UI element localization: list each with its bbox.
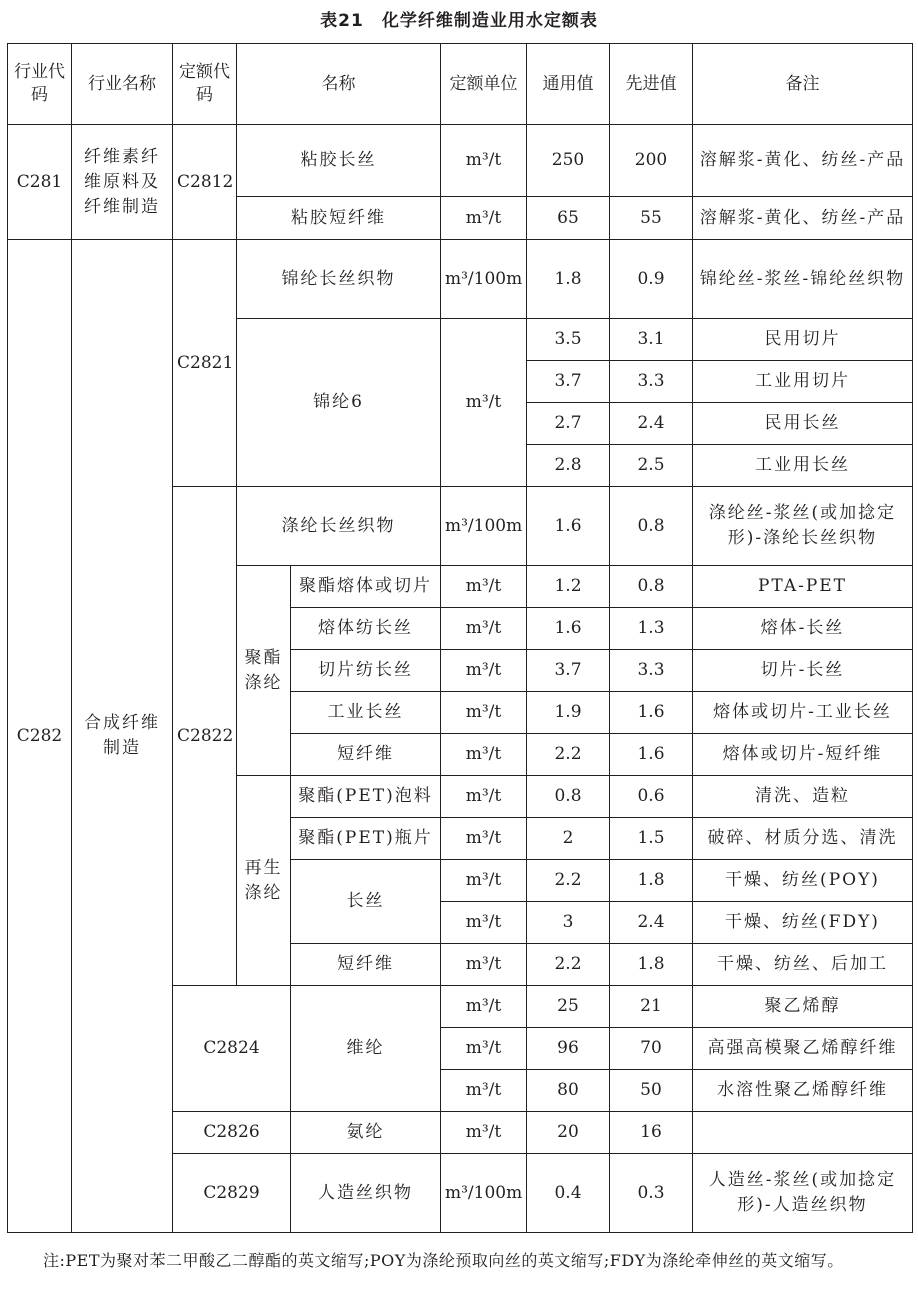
remark: 溶解浆-黄化、纺丝-产品 — [693, 197, 913, 240]
industry-code-c282: C282 — [8, 240, 72, 1233]
advanced-value: 1.8 — [610, 944, 693, 986]
remark: 清洗、造粒 — [693, 776, 913, 818]
general-value: 0.4 — [527, 1154, 610, 1233]
advanced-value: 0.9 — [610, 240, 693, 319]
header-row — [8, 44, 913, 125]
header-remarks: 备注 — [693, 44, 913, 125]
industry-code-c281: C281 — [8, 125, 72, 240]
header-industry-name: 行业名称 — [72, 44, 173, 125]
item-name: 聚酯熔体或切片 — [291, 566, 441, 608]
remark: 熔体或切片-短纤维 — [693, 734, 913, 776]
advanced-value: 0.8 — [610, 487, 693, 566]
industry-name-c281: 纤维素纤维原料及纤维制造 — [72, 125, 173, 240]
remark: 干燥、纺丝(POY) — [693, 860, 913, 902]
general-value: 1.8 — [527, 240, 610, 319]
table-row — [8, 240, 913, 319]
advanced-value: 1.3 — [610, 608, 693, 650]
general-value: 20 — [527, 1112, 610, 1154]
advanced-value: 200 — [610, 125, 693, 197]
header-advanced-value: 先进值 — [610, 44, 693, 125]
quota-unit: m³/t — [441, 650, 527, 692]
quota-unit: m³/100m — [441, 240, 527, 319]
remark: 工业用切片 — [693, 361, 913, 403]
quota-unit: m³/100m — [441, 487, 527, 566]
remark: 高强高模聚乙烯醇纤维 — [693, 1028, 913, 1070]
item-name: 锦纶6 — [237, 319, 441, 487]
remark: PTA-PET — [693, 566, 913, 608]
item-name: 熔体纺长丝 — [291, 608, 441, 650]
quota-unit: m³/100m — [441, 1154, 527, 1233]
water-quota-table — [7, 43, 913, 1233]
remark: 干燥、纺丝(FDY) — [693, 902, 913, 944]
advanced-value: 3.3 — [610, 650, 693, 692]
advanced-value: 0.3 — [610, 1154, 693, 1233]
table-row — [8, 125, 913, 197]
advanced-value: 50 — [610, 1070, 693, 1112]
advanced-value: 21 — [610, 986, 693, 1028]
advanced-value: 0.6 — [610, 776, 693, 818]
remark: 水溶性聚乙烯醇纤维 — [693, 1070, 913, 1112]
advanced-value: 3.3 — [610, 361, 693, 403]
quota-unit: m³/t — [441, 776, 527, 818]
remark: 熔体或切片-工业长丝 — [693, 692, 913, 734]
quota-code-c2826: C2826 — [173, 1112, 291, 1154]
general-value: 65 — [527, 197, 610, 240]
remark: 切片-长丝 — [693, 650, 913, 692]
quota-code-c2824: C2824 — [173, 986, 291, 1112]
remark: 人造丝-浆丝(或加捻定形)-人造丝织物 — [693, 1154, 913, 1233]
general-value: 2.7 — [527, 403, 610, 445]
general-value: 2.2 — [527, 860, 610, 902]
advanced-value: 2.5 — [610, 445, 693, 487]
quota-code-c2821: C2821 — [173, 240, 237, 487]
remark: 熔体-长丝 — [693, 608, 913, 650]
header-quota-code: 定额代码 — [173, 44, 237, 125]
quota-unit: m³/t — [441, 818, 527, 860]
quota-unit: m³/t — [441, 986, 527, 1028]
general-value: 80 — [527, 1070, 610, 1112]
item-name: 人造丝织物 — [291, 1154, 441, 1233]
advanced-value: 1.8 — [610, 860, 693, 902]
header-general-value: 通用值 — [527, 44, 610, 125]
quota-unit: m³/t — [441, 125, 527, 197]
item-name: 氨纶 — [291, 1112, 441, 1154]
item-name: 短纤维 — [291, 734, 441, 776]
quota-unit: m³/t — [441, 1070, 527, 1112]
industry-name-c282: 合成纤维制造 — [72, 240, 173, 1233]
quota-unit: m³/t — [441, 608, 527, 650]
header-quota-unit: 定额单位 — [441, 44, 527, 125]
quota-unit: m³/t — [441, 734, 527, 776]
general-value: 0.8 — [527, 776, 610, 818]
general-value: 2 — [527, 818, 610, 860]
item-name: 粘胶短纤维 — [237, 197, 441, 240]
general-value: 2.8 — [527, 445, 610, 487]
general-value: 3.7 — [527, 650, 610, 692]
general-value: 250 — [527, 125, 610, 197]
general-value: 2.2 — [527, 944, 610, 986]
general-value: 3.7 — [527, 361, 610, 403]
quota-unit: m³/t — [441, 1028, 527, 1070]
item-name: 工业长丝 — [291, 692, 441, 734]
item-name: 聚酯(PET)瓶片 — [291, 818, 441, 860]
item-name: 涤纶长丝织物 — [237, 487, 441, 566]
subgroup-recycled: 再生涤纶 — [237, 776, 291, 986]
advanced-value: 2.4 — [610, 902, 693, 944]
advanced-value: 1.5 — [610, 818, 693, 860]
general-value: 1.6 — [527, 608, 610, 650]
advanced-value: 0.8 — [610, 566, 693, 608]
remark: 锦纶丝-浆丝-锦纶丝织物 — [693, 240, 913, 319]
item-name: 短纤维 — [291, 944, 441, 986]
advanced-value: 2.4 — [610, 403, 693, 445]
quota-unit: m³/t — [441, 860, 527, 902]
remark: 工业用长丝 — [693, 445, 913, 487]
quota-unit: m³/t — [441, 944, 527, 986]
header-industry-code: 行业代码 — [8, 44, 72, 125]
advanced-value: 1.6 — [610, 692, 693, 734]
advanced-value: 3.1 — [610, 319, 693, 361]
general-value: 3.5 — [527, 319, 610, 361]
remark: 民用切片 — [693, 319, 913, 361]
advanced-value: 55 — [610, 197, 693, 240]
item-name: 切片纺长丝 — [291, 650, 441, 692]
general-value: 1.2 — [527, 566, 610, 608]
item-name: 锦纶长丝织物 — [237, 240, 441, 319]
quota-unit: m³/t — [441, 1112, 527, 1154]
quota-code-c2812: C2812 — [173, 125, 237, 240]
advanced-value: 16 — [610, 1112, 693, 1154]
remark: 涤纶丝-浆丝(或加捻定形)-涤纶长丝织物 — [693, 487, 913, 566]
item-name: 维纶 — [291, 986, 441, 1112]
quota-unit: m³/t — [441, 197, 527, 240]
remark: 干燥、纺丝、后加工 — [693, 944, 913, 986]
item-name: 长丝 — [291, 860, 441, 944]
general-value: 1.6 — [527, 487, 610, 566]
item-name: 粘胶长丝 — [237, 125, 441, 197]
header-name: 名称 — [237, 44, 441, 125]
general-value: 3 — [527, 902, 610, 944]
general-value: 25 — [527, 986, 610, 1028]
general-value: 2.2 — [527, 734, 610, 776]
subgroup-polyester: 聚酯涤纶 — [237, 566, 291, 776]
quota-code-c2822: C2822 — [173, 487, 237, 986]
remark: 破碎、材质分选、清洗 — [693, 818, 913, 860]
quota-unit: m³/t — [441, 692, 527, 734]
quota-unit: m³/t — [441, 902, 527, 944]
general-value: 96 — [527, 1028, 610, 1070]
advanced-value: 1.6 — [610, 734, 693, 776]
table-note: 注:PET为聚对苯二甲酸乙二醇酯的英文缩写;POY为涤纶预取向丝的英文缩写;FDY为涤纶牵伸丝的英文缩写。 — [43, 1251, 844, 1270]
quota-unit: m³/t — [441, 319, 527, 487]
remark: 聚乙烯醇 — [693, 986, 913, 1028]
remark — [693, 1112, 913, 1154]
remark: 民用长丝 — [693, 403, 913, 445]
general-value: 1.9 — [527, 692, 610, 734]
table-title: 表21 化学纤维制造业用水定额表 — [320, 11, 598, 31]
advanced-value: 70 — [610, 1028, 693, 1070]
quota-code-c2829: C2829 — [173, 1154, 291, 1233]
item-name: 聚酯(PET)泡料 — [291, 776, 441, 818]
remark: 溶解浆-黄化、纺丝-产品 — [693, 125, 913, 197]
quota-unit: m³/t — [441, 566, 527, 608]
